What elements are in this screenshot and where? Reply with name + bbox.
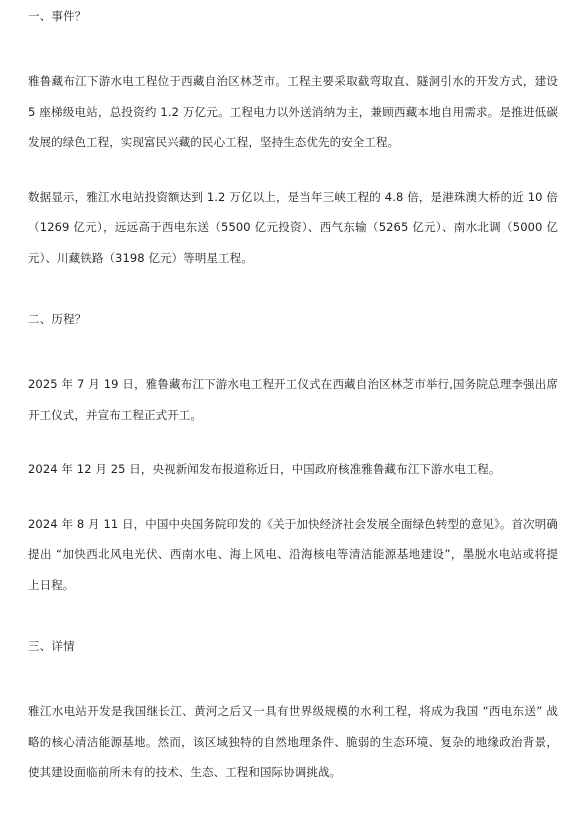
paragraph-history-2024-aug: 2024 年 8 月 11 日，中国中央国务院印发的《关于加快经济社会发展全面绿色转型的意见》。首次明确提出 “加快西北风电光伏、西南水电、海上风电、沿海核电等清洁能源基地建设”，墨脱水电站或将提 上日程。 xyxy=(28,516,558,592)
paragraph-investment-data: 数据显示，雅江水电站投资额达到 1.2 万亿以上，是当年三峡工程的 4.8 倍，是港珠澳大桥的近 10 倍（1269 亿元），远远高于西电东送（5500 亿元投资）、西气东输（5265 亿元）、南水北调（5000 亿元）、川藏铁路（3198 亿元）等明星工程。 xyxy=(28,189,558,265)
paragraph-history-2025: 2025 年 7 月 19 日，雅鲁藏布江下游水电工程开工仪式在西藏自治区林芝市举行,国务院总理李强出席开工仪式，并宣布工程正式开工。 xyxy=(28,377,558,422)
paragraph-details: 雅江水电站开发是我国继长江、黄河之后又一具有世界级规模的水利工程，将成为我国 “西电东送” 战略的核心清洁能源基地。然而，该区域独特的自然地理条件、脆弱的生态环境、复杂的地缘政治背景，使其建设面临前所未有的技术、生态、工程和国际协调挑战。 xyxy=(28,704,558,779)
section-heading-details: 三、详情 xyxy=(28,639,75,653)
paragraph-history-2024-dec: 2024 年 12 月 25 日，央视新闻发布报道称近日，中国政府核准雅鲁藏布江下游水电工程。 xyxy=(28,462,501,476)
paragraph-project-overview: 雅鲁藏布江下游水电工程位于西藏自治区林芝市。工程主要采取截弯取直、隧洞引水的开发方式，建设 5 座梯级电站，总投资约 1.2 万亿元。工程电力以外送消纳为主，兼顾西藏本地自用需求。是推进低碳发展的绿色工程，实现富民兴藏的民心工程，坚持生态优先的安全工程。 xyxy=(28,74,558,149)
section-heading-history: 二、历程？ xyxy=(28,312,87,326)
section-heading-event: 一、事件？ xyxy=(28,9,87,23)
